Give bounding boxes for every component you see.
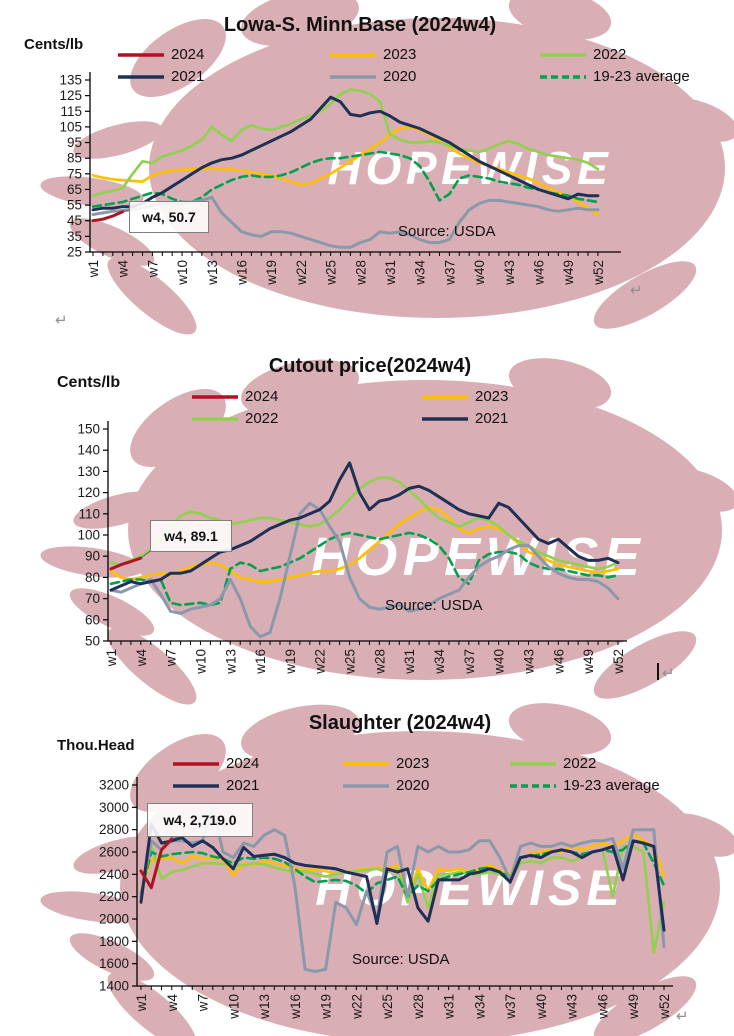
svg-text:90: 90 [84,548,100,564]
svg-text:25: 25 [66,244,82,260]
svg-text:105: 105 [59,119,82,135]
svg-text:w46: w46 [531,260,547,285]
legend-swatch [343,760,389,768]
svg-text:75: 75 [66,166,82,182]
legend-label: 2024 [245,388,279,405]
svg-text:65: 65 [66,181,82,197]
svg-text:120: 120 [77,485,100,501]
y-axis-unit-label: Thou.Head [57,737,135,754]
svg-text:w46: w46 [595,994,611,1019]
svg-text:50: 50 [84,633,100,649]
legend-label: 2021 [475,410,509,427]
svg-text:w34: w34 [472,994,488,1019]
legend-item-2023 [422,388,508,405]
svg-text:w16: w16 [287,994,303,1019]
svg-text:w31: w31 [402,649,418,674]
svg-text:w1: w1 [134,994,149,1012]
svg-text:130: 130 [77,463,100,479]
watermark-text: HOPEWISE [315,860,625,916]
annotation-callout: w4, 50.7 [129,201,209,233]
svg-text:100: 100 [77,527,100,543]
svg-text:3000: 3000 [98,799,129,815]
svg-text:w19: w19 [318,994,334,1019]
svg-text:w4: w4 [164,994,180,1012]
svg-text:1400: 1400 [98,978,129,994]
legend-swatch [173,760,219,768]
y-axis-unit-label: Cents/lb [57,374,121,391]
legend-swatch [173,782,219,790]
svg-text:w43: w43 [521,649,537,674]
svg-text:2800: 2800 [98,822,129,838]
source-label: Source: USDA [352,951,450,968]
legend-label: 2024 [226,755,260,772]
legend-label: 2022 [563,755,597,772]
svg-text:w7: w7 [163,649,179,667]
legend-item-2021 [173,777,343,794]
svg-text:w7: w7 [195,994,211,1012]
legend-item-2024 [192,388,422,405]
svg-text:1800: 1800 [98,933,129,949]
svg-text:w13: w13 [204,260,220,285]
svg-text:w1: w1 [86,260,101,278]
legend-swatch [540,73,586,81]
svg-text:w22: w22 [312,649,328,674]
legend-item-2021 [118,68,330,85]
legend-item-2022 [192,410,422,427]
svg-text:w1: w1 [104,649,119,667]
series-line-2022 [141,845,664,952]
svg-text:w16: w16 [234,260,250,285]
svg-text:110: 110 [78,506,100,522]
legend-swatch [330,51,376,59]
legend [192,388,508,427]
svg-text:60: 60 [84,612,100,628]
svg-text:w22: w22 [349,994,365,1019]
legend-swatch [422,415,468,423]
svg-text:1600: 1600 [98,956,129,972]
legend-swatch [118,51,164,59]
svg-text:w19: w19 [264,260,280,285]
svg-text:w34: w34 [412,260,428,285]
legend-item-2021 [422,410,508,427]
chart-title: Slaughter (2024w4) [308,712,492,734]
svg-text:w16: w16 [253,649,269,674]
chart-title: Cutout price(2024w4) [268,355,472,377]
svg-text:w37: w37 [442,260,458,285]
svg-text:w40: w40 [533,994,549,1019]
legend-swatch [118,73,164,81]
legend-item-2024 [118,46,330,63]
svg-text:w46: w46 [551,649,567,674]
legend-swatch [343,782,389,790]
svg-text:150: 150 [77,421,100,437]
svg-text:2200: 2200 [98,889,129,905]
svg-text:w4: w4 [115,260,131,278]
svg-text:45: 45 [66,213,82,229]
chart-title: Lowa-S. Minn.Base (2024w4) [223,14,497,36]
legend-swatch [422,393,468,401]
series-line-2022 [93,89,598,195]
watermark-text: HOPEWISE [310,527,646,587]
legend-label: 2020 [383,68,417,85]
svg-text:w25: w25 [342,649,358,674]
legend-label: 2023 [383,46,417,63]
legend-item-2023 [330,46,540,63]
legend-label: 2023 [396,755,430,772]
source-label: Source: USDA [398,223,496,240]
text-cursor [657,663,659,680]
svg-text:115: 115 [60,103,82,119]
legend-label: 2020 [396,777,430,794]
legend-item-19-23-average [540,68,690,85]
source-label: Source: USDA [385,597,483,614]
svg-text:w13: w13 [223,649,239,674]
legend-item-2020 [343,777,510,794]
svg-text:w37: w37 [503,994,519,1019]
legend-label: 2022 [245,410,279,427]
svg-text:w49: w49 [561,260,577,285]
svg-text:w28: w28 [410,994,426,1019]
series-line-19-23 average [93,152,598,207]
svg-text:w10: w10 [226,994,242,1019]
svg-text:w4: w4 [133,649,149,667]
svg-text:80: 80 [84,569,100,585]
svg-text:55: 55 [66,197,82,213]
return-mark-icon: ↵ [630,281,643,299]
legend-label: 2024 [171,46,205,63]
legend-item-19-23-average [510,777,660,794]
legend-swatch [540,51,586,59]
svg-text:w22: w22 [293,260,309,285]
return-mark-icon: ↵ [662,664,675,682]
svg-text:w34: w34 [432,649,448,674]
svg-text:w7: w7 [145,260,161,278]
svg-text:w25: w25 [323,260,339,285]
svg-text:35: 35 [66,228,82,244]
svg-text:w43: w43 [564,994,580,1019]
svg-text:140: 140 [77,442,100,458]
legend-label: 2022 [593,46,627,63]
legend-label: 2023 [475,388,509,405]
svg-text:95: 95 [66,135,82,151]
svg-text:w37: w37 [461,649,477,674]
svg-text:w40: w40 [491,649,507,674]
watermark-text: HOPEWISE [327,142,613,194]
svg-text:w10: w10 [175,260,191,285]
svg-text:w28: w28 [353,260,369,285]
legend-label: 19-23 average [563,777,660,794]
y-axis-unit-label: Cents/lb [24,36,84,53]
legend-label: 2021 [171,68,205,85]
tick-labels [59,73,605,286]
legend-item-2020 [330,68,540,85]
legend-label: 2021 [226,777,260,794]
svg-text:2600: 2600 [98,844,129,860]
annotation-callout: w4, 89.1 [150,520,232,552]
svg-text:w49: w49 [581,649,597,674]
svg-text:2400: 2400 [98,866,129,882]
svg-text:w25: w25 [380,994,396,1019]
legend-swatch [510,760,556,768]
legend-item-2022 [540,46,690,63]
legend-item-2022 [510,755,660,772]
legend-swatch [330,73,376,81]
return-mark-icon: ↵ [55,311,68,329]
svg-text:w31: w31 [383,260,398,285]
svg-text:w43: w43 [501,260,517,285]
svg-text:3200: 3200 [98,777,129,793]
svg-text:w28: w28 [372,649,388,674]
svg-text:w31: w31 [441,994,457,1019]
legend [118,46,690,85]
legend-swatch [510,782,556,790]
svg-text:w52: w52 [590,260,606,285]
svg-text:w40: w40 [472,260,488,285]
legend-label: 19-23 average [593,68,690,85]
return-mark-icon: ↵ [676,1007,689,1025]
legend [173,755,660,794]
annotation-callout: w4, 2,719.0 [147,803,253,837]
svg-text:w10: w10 [193,649,209,674]
svg-text:w49: w49 [626,994,642,1019]
svg-text:85: 85 [66,150,82,166]
svg-text:135: 135 [59,72,82,88]
legend-item-2024 [173,755,343,772]
svg-text:125: 125 [59,88,82,104]
svg-text:w19: w19 [282,649,298,674]
svg-text:w13: w13 [257,994,273,1019]
legend-swatch [192,415,238,423]
svg-text:w52: w52 [610,649,626,674]
legend-item-2023 [343,755,510,772]
svg-text:w52: w52 [657,994,673,1019]
legend-swatch [192,393,238,401]
svg-text:2000: 2000 [98,911,129,927]
svg-text:70: 70 [84,591,100,607]
